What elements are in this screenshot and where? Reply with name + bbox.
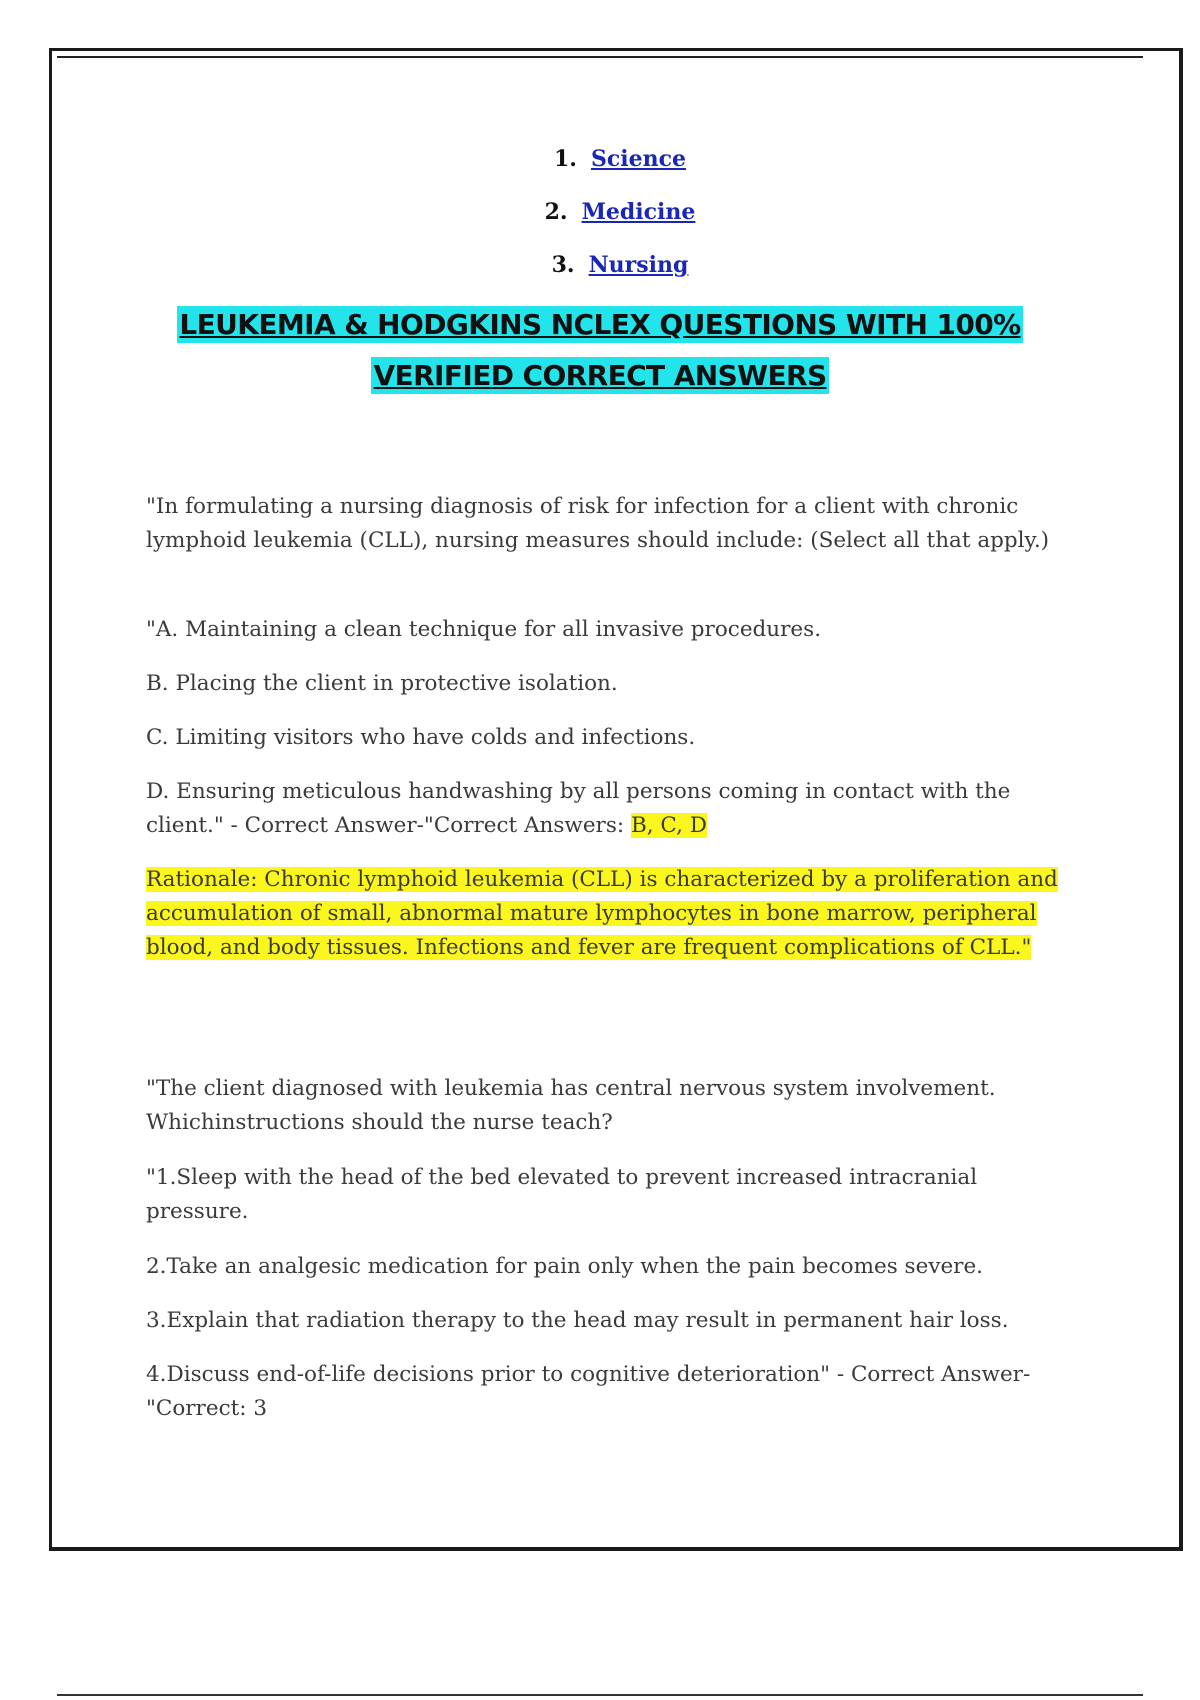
title-line-1: LEUKEMIA & HODGKINS NCLEX QUESTIONS WITH 100% [179, 308, 1021, 341]
breadcrumb-number: 2. [544, 199, 568, 225]
question-1-rationale-text: Rationale: Chronic lymphoid leukemia (CLL) is characterized by a proliferation and accumulation of small, abnormal mature lymphocytes in bone marrow, peripheral blood, and body tissues. Infections and fever are frequent complications of CLL." [146, 867, 1058, 960]
question-2-option-2: 2.Take an analgesic medication for pain only when the pain becomes severe. [146, 1254, 984, 1279]
breadcrumb-number: 3. [551, 252, 575, 278]
question-1-rationale [146, 863, 1066, 965]
breadcrumb-item-science [40, 144, 1200, 197]
question-2-option-1: "1.Sleep with the head of the bed elevated to prevent increased intracranial pressure. [146, 1165, 978, 1224]
question-2-option-4: 4.Discuss end-of-life decisions prior to cognitive deterioration" - Correct Answer-"Correct: 3 [146, 1362, 1031, 1421]
title-line-2: VERIFIED CORRECT ANSWERS [373, 359, 827, 392]
breadcrumb-link-nursing[interactable]: Nursing [588, 252, 689, 278]
question-1-answer: B, C, D [630, 813, 707, 838]
question-1-stem: "In formulating a nursing diagnosis of risk for infection for a client with chronic lymphoid leukemia (CLL), nursing measures should include: (Select all that apply.) [146, 494, 1050, 553]
breadcrumb [0, 144, 1200, 303]
question-1-option-b: B. Placing the client in protective isolation. [146, 671, 618, 696]
page-title [0, 299, 1200, 401]
breadcrumb-link-medicine[interactable]: Medicine [581, 199, 696, 225]
breadcrumb-item-nursing [40, 250, 1200, 303]
breadcrumb-number: 1. [554, 146, 577, 172]
breadcrumb-link-science[interactable]: Science [590, 146, 686, 172]
breadcrumb-item-medicine [40, 197, 1200, 250]
question-2-option-3: 3.Explain that radiation therapy to the head may result in permanent hair loss. [146, 1308, 1009, 1333]
question-1-option-c: C. Limiting visitors who have colds and infections. [146, 725, 696, 750]
question-1-option-d-text: D. Ensuring meticulous handwashing by all persons coming in contact with the client." - Correct Answer-"Correct Answers: [146, 779, 1011, 838]
bottom-rule [57, 1694, 1143, 1696]
question-1-option-d [146, 775, 1066, 843]
question-1-option-a: "A. Maintaining a clean technique for all invasive procedures. [146, 617, 822, 642]
question-2-stem: "The client diagnosed with leukemia has central nervous system involvement. Whichinstructions should the nurse teach? [146, 1076, 996, 1135]
